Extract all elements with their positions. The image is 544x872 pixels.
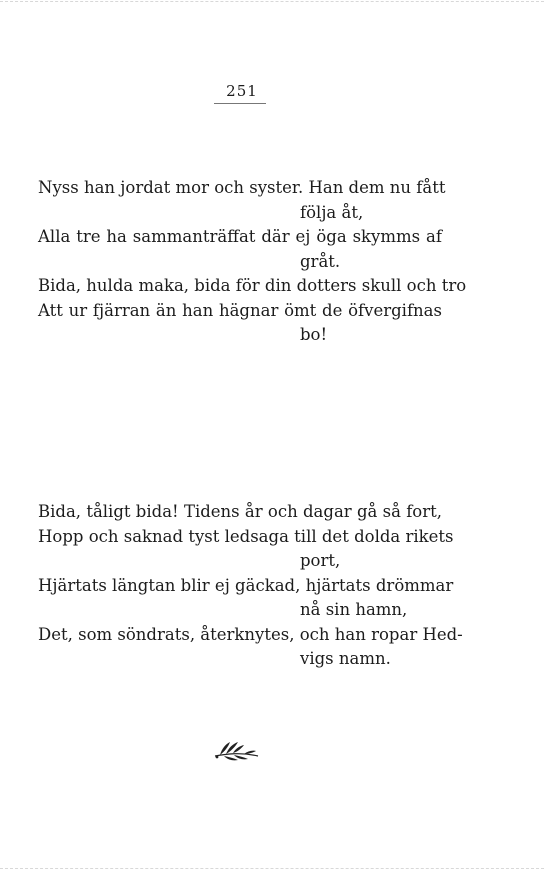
verse-line: Bida, hulda maka, bida för din dotters skull och tro (38, 276, 467, 295)
verse-line: Hjärtats längtan blir ej gäckad, hjärtats drömmar (38, 575, 454, 595)
verse-line: Det, som söndrats, återknytes, och han ropar Hed- (38, 624, 463, 644)
verse-line: Hopp och saknad tyst ledsaga till det dolda rikets (38, 526, 454, 546)
page-edge-bottom (0, 868, 544, 870)
verse-line-continuation: följa åt, (300, 202, 364, 222)
page-edge-top (0, 1, 544, 3)
verse-line-continuation: vigs namn. (300, 649, 391, 668)
verse-line-continuation: gråt. (300, 251, 341, 271)
stanza-2 (38, 500, 463, 672)
page-number: 251 (226, 82, 258, 100)
verse-line: Bida, tåligt bida! Tidens år och dagar gå så fort, (38, 502, 442, 521)
verse-line: Att ur fjärran än han hägnar ömt de öfvergifnas (38, 300, 442, 320)
verse-line-continuation: nå sin hamn, (300, 600, 408, 619)
page-number-rule (214, 103, 266, 104)
leaf-sprig-ornament-icon (212, 736, 260, 764)
verse-line: Nyss han jordat mor och syster. Han dem nu fått (38, 178, 446, 197)
verse-line-continuation: port, (300, 551, 341, 570)
verse-line: Alla tre ha sammanträffat där ej öga skymms af (38, 227, 442, 246)
verse-line-continuation: bo! (300, 325, 328, 344)
stanza-1 (38, 176, 467, 348)
